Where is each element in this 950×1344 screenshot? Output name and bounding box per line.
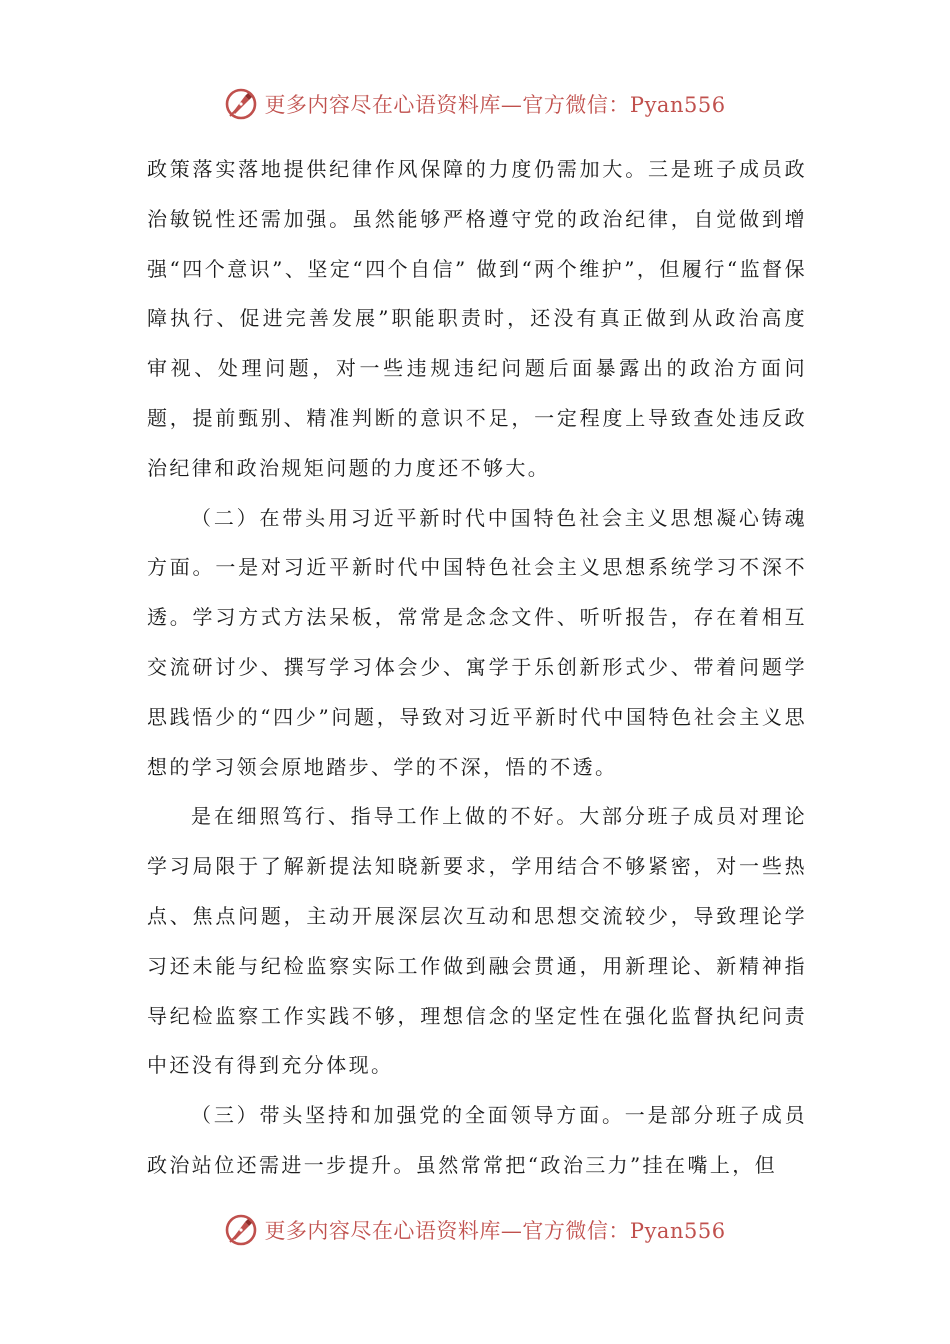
footer-banner-text: 更多内容尽在心语资料库—官方微信：Pyan556 xyxy=(264,1219,726,1243)
paragraph-1: 政策落实落地提供纪律作风保障的力度仍需加大。三是班子成员政治敏锐性还需加强。虽然能够严格遵守党的政治纪律，自觉做到增强“四个意识”、坚定“四个自信” 做到“两个维护”，但履行“监督保障执行、促进完善发展”职能职责时，还没有真正做到从政治高度审视、处理问题，对一些违规违纪问题后面暴露出的政治方面问题，提前甄别、精准判断的意识不足，一定程度上导致查处违反政治纪律和政治规矩问题的力度还不够大。 xyxy=(147,157,807,480)
paragraph-2: （二）在带头用习近平新时代中国特色社会主义思想凝心铸魂方面。一是对习近平新时代中国特色社会主义思想系统学习不深不透。学习方式方法呆板，常常是念念文件、听听报告，存在着相互交流研讨少、撰写学习体会少、寓学于乐创新形式少、带着问题学思践悟少的“四少”问题，导致对习近平新时代中国特色社会主义思想的学习领会原地踏步、学的不深，悟的不透。 xyxy=(147,505,807,779)
paragraph-3: 是在细照笃行、指导工作上做的不好。大部分班子成员对理论学习局限于了解新提法知晓新要求，学用结合不够紧密，对一些热点、焦点问题，主动开展深层次互动和思想交流较少，导致理论学习还未能与纪检监察实际工作做到融会贯通，用新理论、新精神指导纪检监察工作实践不够，理想信念的坚定性在强化监督执纪问责中还没有得到充分体现。 xyxy=(147,804,807,1078)
paragraph-4: （三）带头坚持和加强党的全面领导方面。一是部分班子成员政治站位还需进一步提升。虽然常常把“政治三力”挂在嘴上，但 xyxy=(147,1103,807,1177)
pen-nib-logo-icon xyxy=(224,87,258,121)
header-banner xyxy=(0,82,950,126)
document-body xyxy=(147,145,807,1191)
footer-banner xyxy=(0,1208,950,1252)
header-banner-text: 更多内容尽在心语资料库—官方微信：Pyan556 xyxy=(264,93,726,117)
pen-nib-logo-icon xyxy=(224,1213,258,1247)
